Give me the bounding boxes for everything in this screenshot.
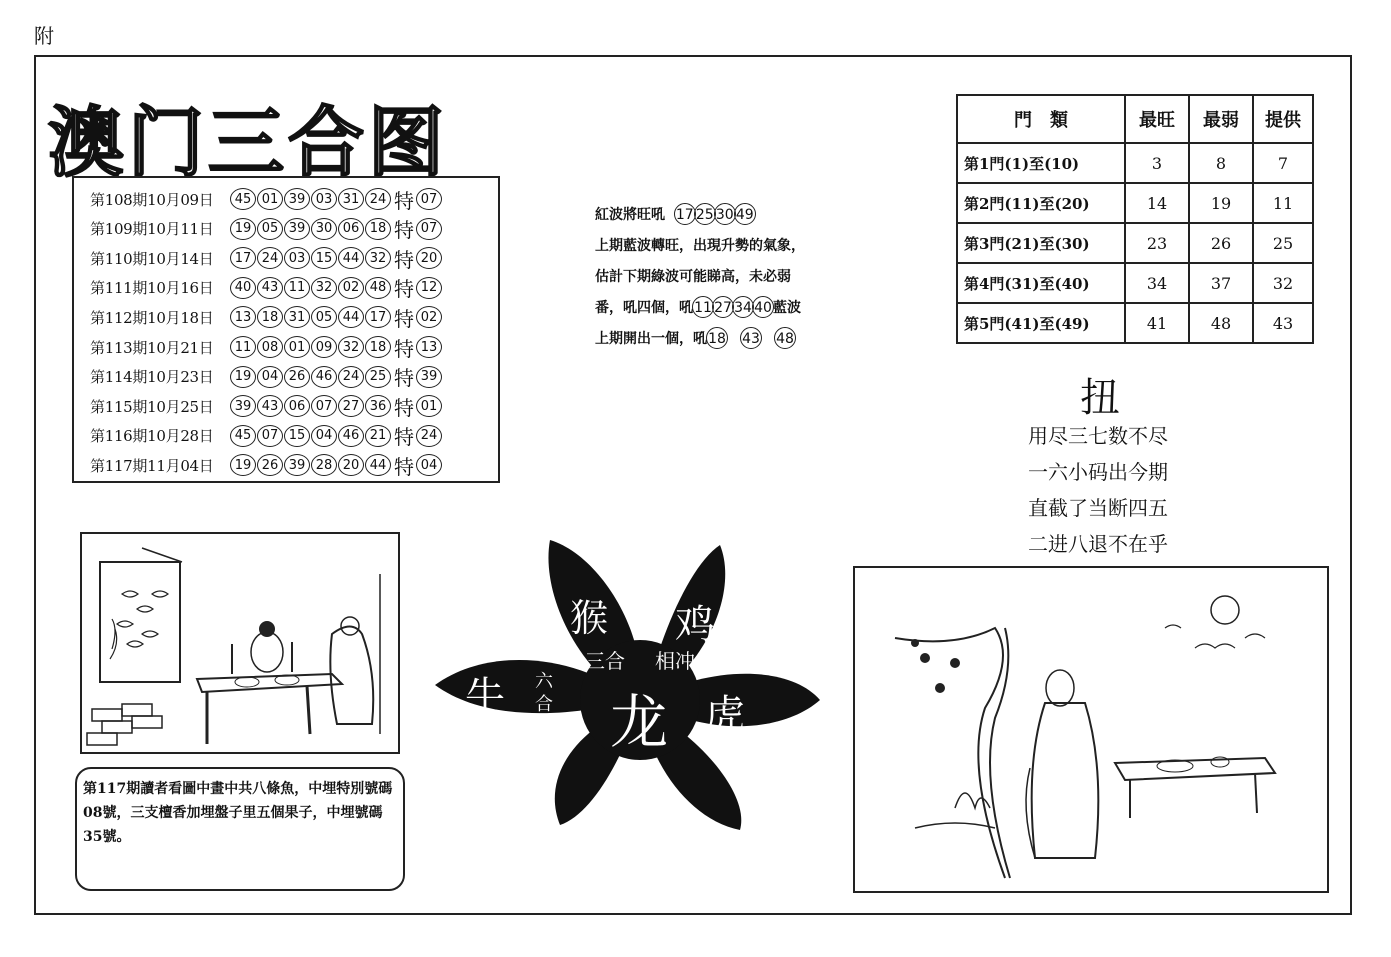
draw-label: 第117期11月04日 [90,456,214,475]
special-marker: 特 [394,218,414,243]
number-ball: 39 [284,188,310,210]
door-give: 7 [1253,143,1313,183]
number-ball: 24 [257,247,283,269]
lady-illustration [853,566,1329,893]
riddle-title: 扭 [1080,375,1120,421]
door-min: 48 [1189,303,1253,343]
door-row [957,223,1313,263]
number-ball: 40 [230,277,256,299]
reader-story: 第117期讀者看圖中畫中共八條魚，中埋特別號碼08號，三支檀香加埋盤子里五個果子，中埋號碼35號。 [75,767,405,891]
tip-line-4-pre: 番，吼四個，吼 [595,300,693,316]
flower-tiger: 虎 [705,692,745,738]
number-ball: 45 [230,188,256,210]
flower-liuhe-1: 六 [535,671,553,692]
number-ball: 44 [338,247,364,269]
number-ball: 04 [311,425,337,447]
draw-row [90,216,443,242]
zodiac-flower [430,535,830,835]
special-marker: 特 [394,395,414,420]
number-ball: 27 [338,395,364,417]
special-ball: 12 [416,277,442,299]
wave-tip [595,200,855,355]
special-marker: 特 [394,336,414,361]
number-ball: 43 [257,395,283,417]
number-ball: 13 [230,306,256,328]
number-ball: 24 [365,188,391,210]
header-max: 最旺 [1125,95,1189,143]
special-marker: 特 [394,306,414,331]
draw-row [90,186,443,212]
special-ball: 04 [416,454,442,476]
draw-row [90,334,443,360]
circled-number: 25 [694,203,716,225]
draw-label: 第116期10月28日 [90,427,214,446]
number-ball: 20 [338,454,364,476]
circled-number: 34 [732,296,754,318]
number-ball: 05 [257,218,283,240]
number-ball: 44 [338,306,364,328]
riddle-poem [1028,418,1168,562]
number-ball: 06 [284,395,310,417]
draw-label: 第114期10月23日 [90,368,214,387]
number-ball: 31 [284,306,310,328]
draw-label: 第108期10月09日 [90,190,214,209]
number-ball: 48 [365,277,391,299]
door-min: 8 [1189,143,1253,183]
door-max: 34 [1125,263,1189,303]
door-min: 26 [1189,223,1253,263]
draw-label: 第111期10月16日 [90,279,214,298]
riddle-line: 用尽三七数不尽 [1028,424,1168,448]
draw-row [90,304,443,330]
special-marker: 特 [394,277,414,302]
draw-label: 第109期10月11日 [90,220,214,239]
door-give: 11 [1253,183,1313,223]
riddle-line: 二进八退不在乎 [1028,532,1168,556]
flower-sanhe: 三合 [585,649,625,673]
number-ball: 17 [230,247,256,269]
door-label: 第5門(41)至(49) [957,303,1125,343]
circled-number: 40 [752,296,774,318]
number-ball: 32 [365,247,391,269]
door-label: 第3門(21)至(30) [957,223,1125,263]
number-ball: 11 [230,336,256,358]
page-title: 澳门三合图 [48,98,448,187]
door-give: 32 [1253,263,1313,303]
number-ball: 46 [311,366,337,388]
draw-label: 第113期10月21日 [90,338,214,357]
worship-illustration [80,532,400,754]
header-category: 門 類 [957,95,1125,143]
special-ball: 02 [416,306,442,328]
tip-line-2: 上期藍波轉旺，出現升勢的氣象， [595,238,805,254]
tip-line-1-numbers [675,207,755,223]
number-ball: 15 [284,425,310,447]
number-ball: 19 [230,454,256,476]
special-marker: 特 [394,425,414,450]
tip-line-3: 估計下期綠波可能睇高，未必弱 [595,269,791,285]
door-max: 41 [1125,303,1189,343]
draw-label: 第110期10月14日 [90,249,214,268]
special-ball: 24 [416,425,442,447]
number-ball: 44 [365,454,391,476]
special-ball: 13 [416,336,442,358]
door-give: 43 [1253,303,1313,343]
corner-label: 附 [34,24,54,48]
number-ball: 07 [257,425,283,447]
door-label: 第2門(11)至(20) [957,183,1125,223]
flower-dragon: 龙 [610,688,669,756]
circled-number: 30 [714,203,736,225]
tip-line-5-pre: 上期開出一個，吼 [595,331,707,347]
flower-xiangchong: 相冲 [655,649,695,673]
number-ball: 31 [338,188,364,210]
number-ball: 28 [311,454,337,476]
number-ball: 39 [284,218,310,240]
circled-number: 48 [774,327,796,349]
number-ball: 26 [257,454,283,476]
special-ball: 07 [416,188,442,210]
flower-monkey: 猴 [570,596,609,640]
draw-row [90,364,443,390]
number-ball: 39 [284,454,310,476]
number-ball: 17 [365,306,391,328]
number-ball: 18 [257,306,283,328]
number-ball: 32 [338,336,364,358]
number-ball: 09 [311,336,337,358]
number-ball: 45 [230,425,256,447]
flower-liuhe-2: 合 [535,694,553,715]
number-ball: 11 [284,277,310,299]
draw-row [90,452,443,478]
door-row [957,303,1313,343]
number-ball: 01 [257,188,283,210]
circled-number: 49 [734,203,756,225]
number-ball: 03 [284,247,310,269]
door-label: 第1門(1)至(10) [957,143,1125,183]
number-ball: 36 [365,395,391,417]
special-ball: 20 [416,247,442,269]
door-min: 19 [1189,183,1253,223]
flower-rooster: 鸡 [675,602,715,648]
tip-line-4-post: 藍波 [773,300,801,316]
circled-number: 27 [712,296,734,318]
special-ball: 07 [416,218,442,240]
door-row [957,143,1313,183]
number-ball: 30 [311,218,337,240]
special-ball: 01 [416,395,442,417]
number-ball: 15 [311,247,337,269]
door-row [957,183,1313,223]
special-marker: 特 [394,247,414,272]
door-max: 14 [1125,183,1189,223]
door-min: 37 [1189,263,1253,303]
number-ball: 24 [338,366,364,388]
circled-number: 43 [740,327,762,349]
header-give: 提供 [1253,95,1313,143]
door-label: 第4門(31)至(40) [957,263,1125,303]
draw-row [90,423,443,449]
number-ball: 01 [284,336,310,358]
circled-number: 18 [706,327,728,349]
number-ball: 32 [311,277,337,299]
door-max: 3 [1125,143,1189,183]
door-table-header [957,95,1313,143]
draw-row [90,393,443,419]
number-ball: 43 [257,277,283,299]
number-ball: 18 [365,336,391,358]
special-marker: 特 [394,454,414,479]
number-ball: 19 [230,366,256,388]
flower-ox: 牛 [465,674,505,720]
draw-label: 第112期10月18日 [90,308,214,327]
door-table [956,94,1314,344]
number-ball: 08 [257,336,283,358]
special-marker: 特 [394,366,414,391]
number-ball: 06 [338,218,364,240]
header-min: 最弱 [1189,95,1253,143]
number-ball: 03 [311,188,337,210]
number-ball: 39 [230,395,256,417]
number-ball: 18 [365,218,391,240]
number-ball: 02 [338,277,364,299]
number-ball: 25 [365,366,391,388]
draw-results-box [72,176,500,483]
number-ball: 04 [257,366,283,388]
special-ball: 39 [416,366,442,388]
number-ball: 21 [365,425,391,447]
draw-label: 第115期10月25日 [90,397,214,416]
door-give: 25 [1253,223,1313,263]
draw-row [90,245,443,271]
tip-line-5-numbers [707,331,809,347]
tip-line-4-numbers [693,300,773,316]
number-ball: 46 [338,425,364,447]
riddle-line: 一六小码出今期 [1028,460,1168,484]
special-marker: 特 [394,188,414,213]
door-row [957,263,1313,303]
number-ball: 26 [284,366,310,388]
tip-line-1-text: 紅波將旺吼 [595,207,665,223]
door-max: 23 [1125,223,1189,263]
riddle-line: 直截了当断四五 [1028,496,1168,520]
circled-number: 17 [674,203,696,225]
number-ball: 05 [311,306,337,328]
number-ball: 19 [230,218,256,240]
number-ball: 07 [311,395,337,417]
circled-number: 11 [692,296,714,318]
draw-row [90,275,443,301]
